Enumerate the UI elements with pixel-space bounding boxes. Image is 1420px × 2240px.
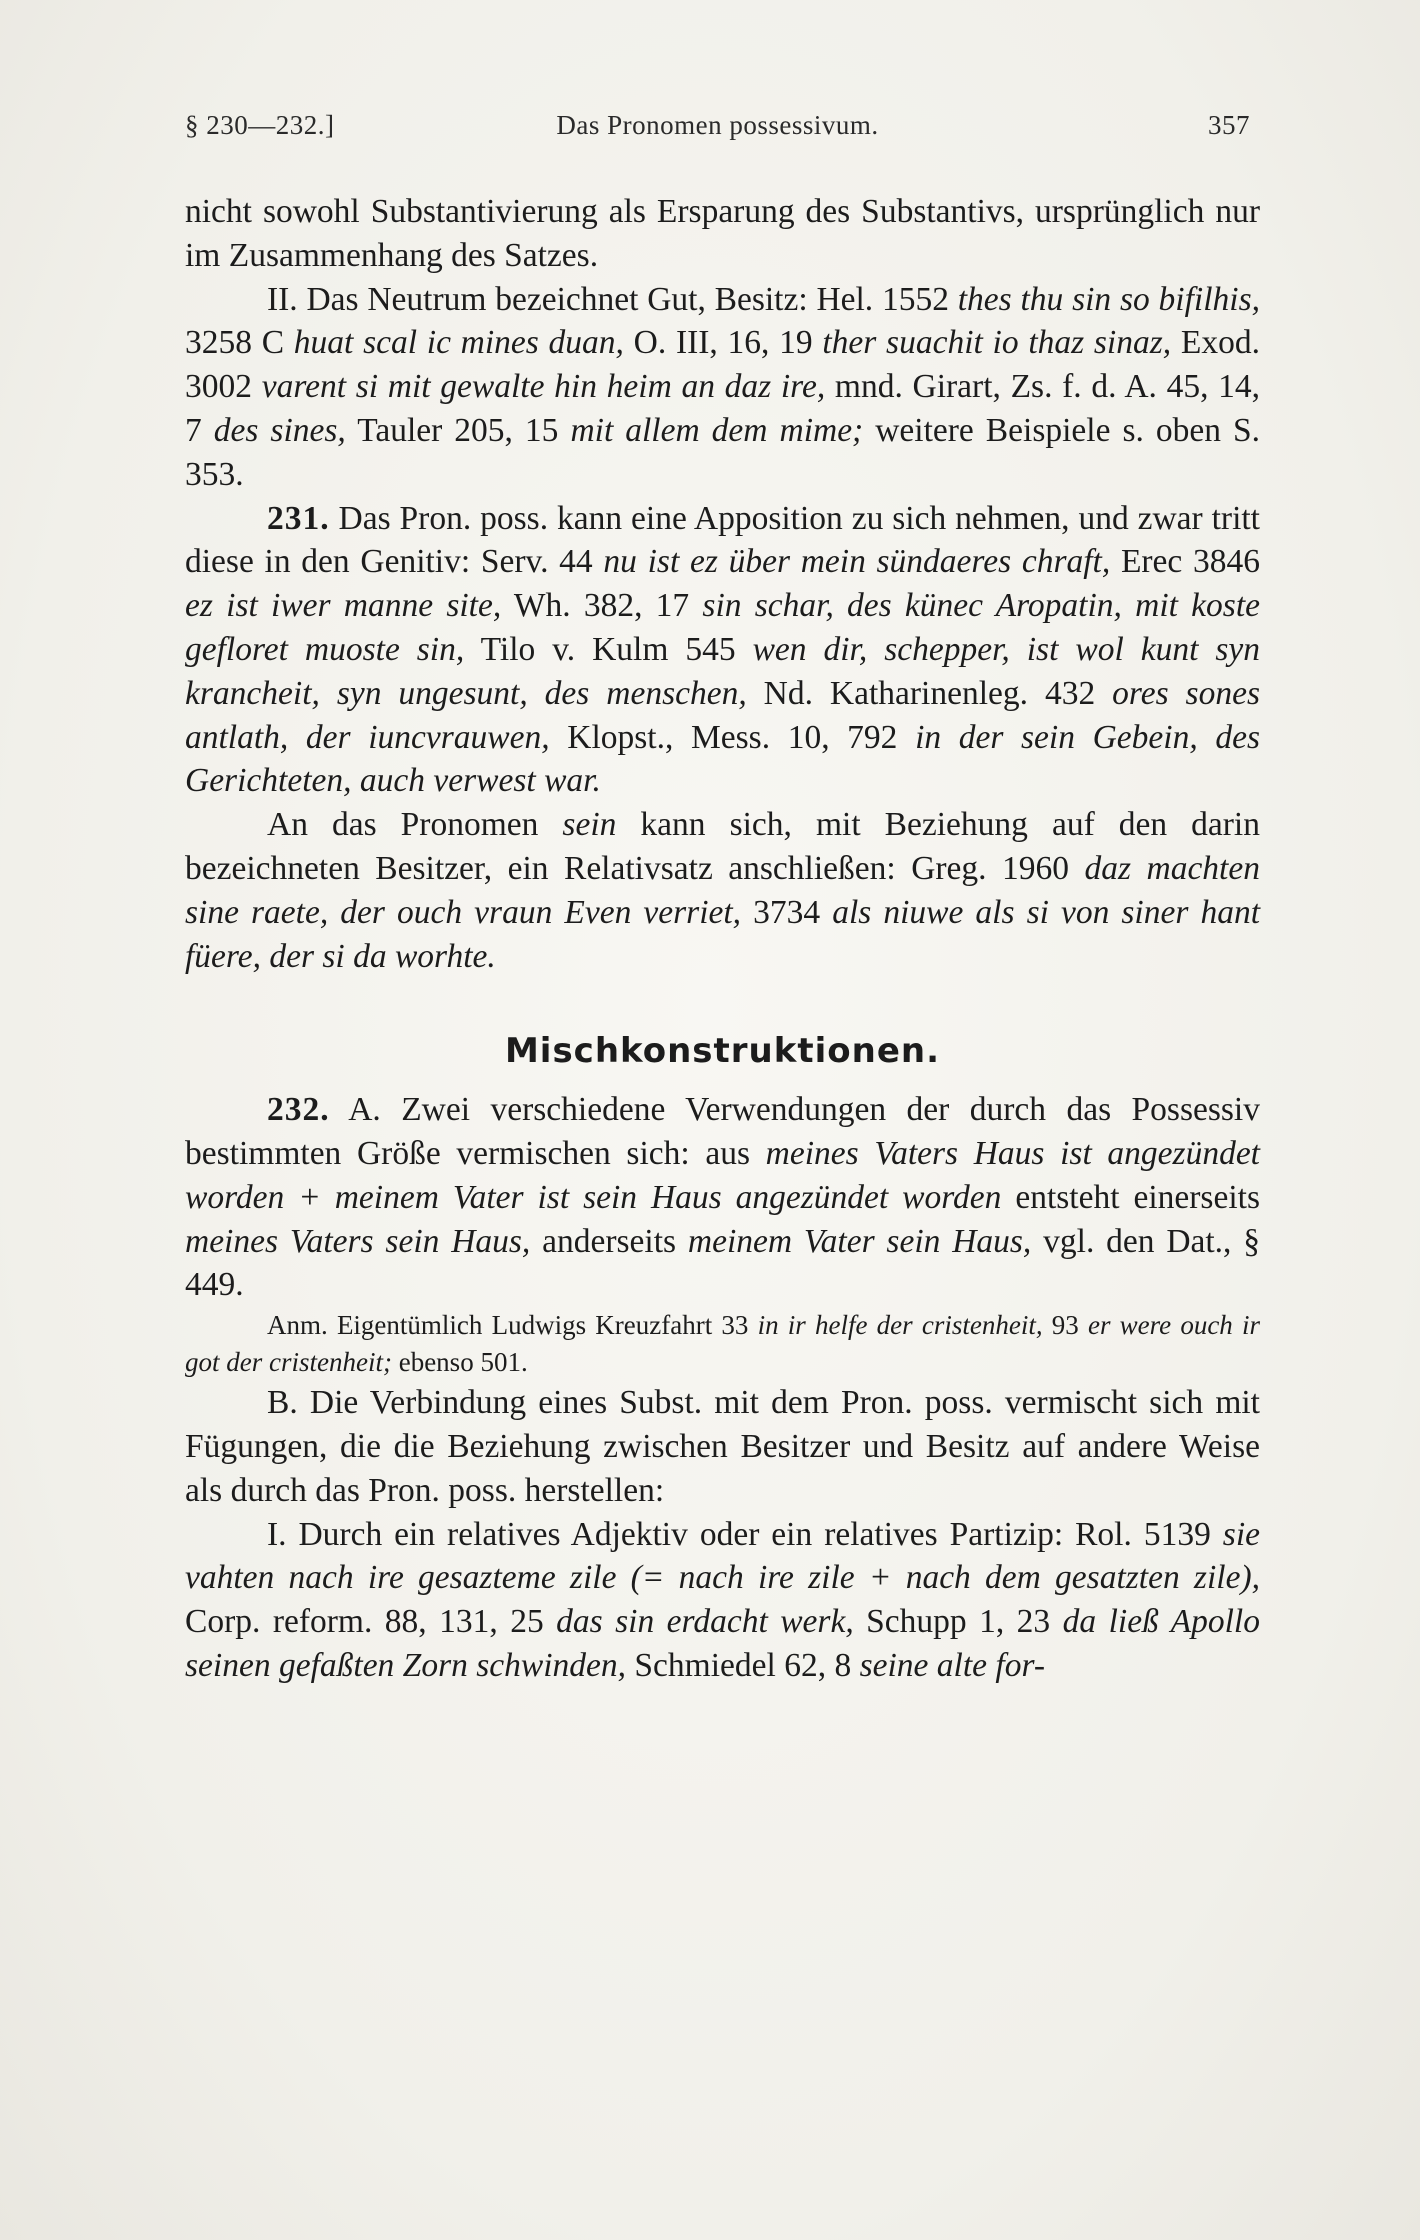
quote-run: da ließ Apollo seinen gefaßten Zorn schwinden, xyxy=(185,1603,1260,1684)
text-run: entsteht einerseits xyxy=(1001,1178,1260,1216)
annotation-note xyxy=(185,1307,1260,1381)
section-heading: Mischkonstruktionen. xyxy=(504,1031,941,1072)
text-run: Exod. 3002 xyxy=(185,324,1260,406)
text-run: Corp. reform. 88, 131, 25 xyxy=(185,1603,557,1641)
text-run: O. III, 16, 19 xyxy=(623,324,823,362)
quote-run: des sines, xyxy=(213,411,346,449)
paragraph-neutrum xyxy=(185,278,1260,497)
quote-run: meines Vaters Haus ist angezündet worden + meinem Vater ist sein Haus angezündet worden xyxy=(185,1134,1260,1216)
text-run: I. Durch ein relatives Adjektiv oder ein relatives Partizip: Rol. 5139 xyxy=(267,1515,1223,1553)
quote-run: in der sein Gebein, des Gerichteten, auch verwest war. xyxy=(185,718,1260,800)
quote-run: huat scal ic mines duan, xyxy=(293,324,624,362)
text-run: A. Zwei verschiedene Verwendungen der durch das Possessiv bestimmten Größe vermischen sich: aus xyxy=(185,1091,1260,1172)
text-run: Tilo v. Kulm 545 xyxy=(464,630,753,668)
quote-run: sie vahten nach ire gesazteme zile (= nach ire zile + nach dem gesatzten zile), xyxy=(185,1515,1260,1597)
section-number: 232. xyxy=(267,1091,330,1129)
quote-run: sein xyxy=(562,806,617,844)
text-run: Nd. Katharinenleg. 432 xyxy=(746,674,1113,712)
quote-run: das sin erdacht werk, xyxy=(556,1603,854,1641)
quote-run: varent si mit gewalte hin heim an daz ire, xyxy=(261,368,826,406)
text-run: Tauler 205, 15 xyxy=(345,411,571,449)
section-number: 231. xyxy=(267,499,330,537)
text-run: nicht sowohl Substantivierung als Ersparung des Substantivs, ursprünglich nur im Zusammenhang des Satzes. xyxy=(185,193,1260,274)
text-run: An das Pronomen xyxy=(267,806,563,844)
quote-run: daz machten sine raete, der ouch vraun Even verriet, xyxy=(185,849,1260,931)
quote-run: meinem Vater sein Haus, xyxy=(687,1222,1032,1260)
quote-run: in ir helfe der cristenheit, xyxy=(757,1310,1043,1341)
text-run: ebenso 501. xyxy=(391,1347,528,1378)
text-run: II. Das Neutrum bezeichnet Gut, Besitz: Hel. 1552 xyxy=(267,280,958,318)
quote-run: ores sones antlath, der iuncvrauwen, xyxy=(185,674,1260,756)
quote-run: ther suachit io thaz sinaz, xyxy=(822,324,1172,362)
quote-run: er were ouch ir got der cristenheit; xyxy=(185,1310,1261,1378)
text-run: vgl. den Dat., § 449. xyxy=(185,1222,1261,1304)
quote-run: als niuwe als si von siner hant füere, der si da worhte. xyxy=(185,893,1261,975)
paragraph-232 xyxy=(185,1088,1260,1307)
paragraph-continuation xyxy=(185,190,1260,278)
quote-run: seine alte for- xyxy=(859,1646,1045,1684)
running-header xyxy=(185,110,1250,150)
header-section-range: § 230—232.] xyxy=(185,110,335,140)
text-run: Wh. 382, 17 xyxy=(501,587,703,625)
text-run: Klopst., Mess. 10, 792 xyxy=(549,718,916,756)
text-run: Erec 3846 xyxy=(1110,543,1261,581)
text-run: 93 xyxy=(1042,1310,1088,1341)
text-run: weitere Beispiele s. oben S. 353. xyxy=(185,411,1261,493)
quote-run: nu ist ez über mein sündaeres chraft, xyxy=(603,543,1111,581)
text-run: Das Pron. poss. kann eine Apposition zu sich nehmen, und zwar tritt diese in den Genitiv: Serv. 44 xyxy=(185,499,1260,581)
page-number: 357 xyxy=(1208,110,1250,140)
quote-run: mit allem dem mime; xyxy=(570,411,864,449)
text-run: kann sich, mit Beziehung auf den darin bezeichneten Besitzer, ein Relativsatz anschließen: Greg. 1960 xyxy=(185,806,1260,887)
text-run: anderseits xyxy=(530,1222,688,1260)
quote-run: thes thu sin so bifilhis, xyxy=(957,280,1260,318)
text-run: mnd. Girart, Zs. f. d. A. 45, 14, 7 xyxy=(185,368,1261,449)
text-run: 3734 xyxy=(741,893,833,931)
paragraph-b xyxy=(185,1381,1260,1512)
text-run: Schupp 1, 23 xyxy=(853,1603,1063,1641)
paragraph-relativsatz xyxy=(185,803,1260,978)
header-running-title: Das Pronomen possessivum. xyxy=(556,110,879,140)
quote-run: wen dir, schepper, ist wol kunt syn krancheit, syn ungesunt, des menschen, xyxy=(185,630,1260,712)
paragraph-231 xyxy=(185,497,1260,804)
text-run: Schmiedel 62, 8 xyxy=(626,1646,860,1684)
text-run: B. Die Verbindung eines Subst. mit dem Pron. poss. vermischt sich mit Fügungen, die die Beziehung zwischen Besitzer und Besitz auf andere Weise als durch das Pron. poss. herstellen: xyxy=(185,1384,1260,1509)
quote-run: ez ist iwer manne site, xyxy=(185,587,502,625)
text-run: 3258 C xyxy=(185,324,294,362)
quote-run: sin schar, des künec Aropatin, mit koste gefloret muoste sin, xyxy=(185,587,1261,668)
quote-run: meines Vaters sein Haus, xyxy=(185,1222,531,1260)
paragraph-relatives-adjektiv xyxy=(185,1513,1260,1688)
text-run: Anm. Eigentümlich Ludwigs Kreuzfahrt 33 xyxy=(267,1310,758,1341)
page-body xyxy=(185,190,1260,1688)
